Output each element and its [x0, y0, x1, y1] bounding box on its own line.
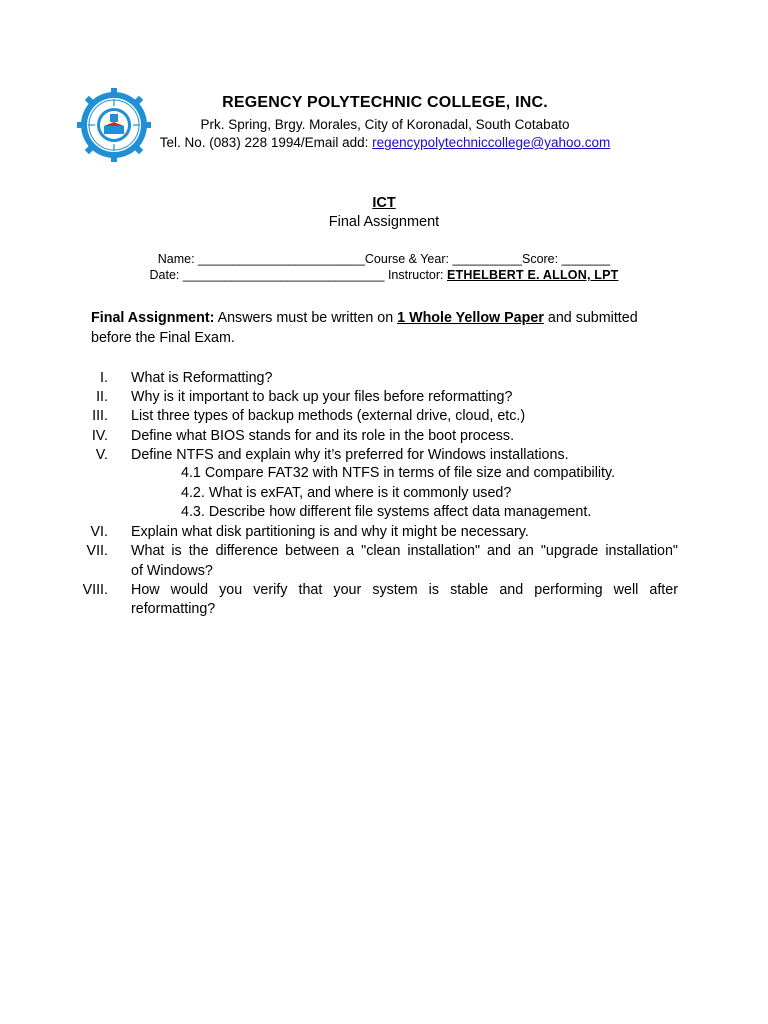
subquestion-item: 4.1 Compare FAT32 with NTFS in terms of file size and compatibility.: [181, 465, 616, 481]
question-number: VIII.: [82, 582, 108, 598]
question-number: VII.: [86, 543, 108, 559]
tel-text: Tel. No. (083) 228 1994/Email add:: [159, 135, 373, 150]
student-fields-row: [0, 252, 768, 266]
course-blank: __________: [452, 252, 522, 266]
question-text-continued: reformatting?: [131, 601, 216, 617]
question-number: III.: [92, 408, 108, 424]
subject-title: ICT: [372, 195, 396, 211]
question-number: II.: [96, 389, 108, 405]
assignment-instructions: [91, 308, 681, 348]
name-label: Name:: [157, 252, 199, 266]
instructor-label: Instructor:: [384, 268, 447, 282]
question-number: I.: [100, 370, 108, 386]
instructions-text-end: and submitted before the Final Exam.: [91, 310, 638, 346]
date-label: Date:: [149, 268, 183, 282]
question-text: How would you verify that your system is stable and performing well after: [131, 582, 678, 598]
assignment-title: Final Assignment: [328, 214, 440, 230]
question-text: What is Reformatting?: [131, 370, 273, 386]
subquestion-item: 4.3. Describe how different file systems affect data management.: [181, 504, 592, 520]
question-number: IV.: [91, 428, 108, 444]
instructions-text: Answers must be written on: [214, 310, 398, 326]
email-link[interactable]: regencypolytechniccollege@yahoo.com: [372, 135, 611, 150]
letterhead: [130, 94, 640, 152]
score-label: Score:: [521, 252, 562, 266]
question-text: Explain what disk partitioning is and why it might be necessary.: [131, 524, 529, 540]
contact-line: [130, 134, 640, 152]
paper-requirement: 1 Whole Yellow Paper: [397, 310, 544, 326]
date-blank: _____________________________: [182, 268, 385, 282]
question-number: VI.: [90, 524, 108, 540]
question-number: V.: [95, 447, 108, 463]
question-text: Why is it important to back up your files before reformatting?: [131, 389, 513, 405]
score-blank: _______: [561, 252, 611, 266]
instructions-label: Final Assignment:: [91, 310, 215, 326]
college-address: Prk. Spring, Brgy. Morales, City of Koronadal, South Cotabato: [200, 117, 570, 132]
question-text: Define NTFS and explain why it’s preferred for Windows installations.: [131, 447, 569, 463]
question-text: List three types of backup methods (external drive, cloud, etc.): [131, 408, 526, 424]
name-blank: ________________________: [198, 252, 365, 266]
college-name: REGENCY POLYTECHNIC COLLEGE, INC.: [222, 94, 548, 111]
instructor-name: ETHELBERT E. ALLON, LPT: [447, 268, 619, 282]
course-label: Course & Year:: [364, 252, 453, 266]
question-text-continued: of Windows?: [131, 563, 213, 579]
question-text: What is the difference between a "clean installation" and an "upgrade installation": [131, 543, 678, 559]
subquestion-item: 4.2. What is exFAT, and where is it commonly used?: [181, 485, 512, 501]
question-text: Define what BIOS stands for and its role in the boot process.: [131, 428, 515, 444]
date-instructor-row: [0, 268, 768, 282]
